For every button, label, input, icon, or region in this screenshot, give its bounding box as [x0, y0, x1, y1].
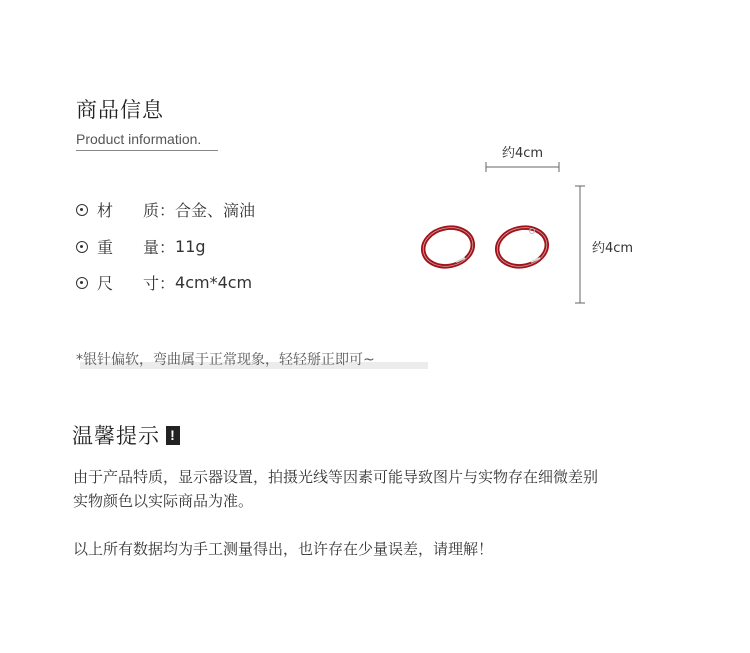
bullet-icon — [76, 241, 88, 253]
spec-value: 11g — [175, 237, 206, 256]
spec-key-colon: 量： — [143, 238, 176, 257]
exclamation-icon: ! — [166, 426, 180, 445]
section-subtitle: Product information. — [76, 131, 202, 147]
subtitle-underline — [76, 150, 218, 151]
tips-line-3: 以上所有数据均为手工测量得出，也许存在少量误差，请理解！ — [73, 540, 494, 558]
tips-line-1: 由于产品特质，显示器设置，拍摄光线等因素可能导致图片与实物存在细微差别 — [73, 468, 599, 486]
tips-line-2: 实物颜色以实际商品为准。 — [73, 492, 254, 510]
tips-title-text: 温馨提示 — [72, 424, 160, 448]
spec-key-char: 材 — [97, 201, 114, 220]
care-note: *银针偏软，弯曲属于正常现象，轻轻掰正即可~ — [76, 352, 375, 368]
bullet-icon — [76, 277, 88, 289]
spec-row-material — [76, 198, 255, 221]
spec-row-weight — [76, 235, 206, 258]
tips-title — [72, 420, 180, 450]
height-dimension-line — [575, 186, 585, 303]
right-hoop — [494, 223, 551, 271]
spec-key-char: 重 — [97, 238, 114, 257]
spec-value: 4cm*4cm — [175, 273, 253, 292]
spec-row-size — [76, 271, 252, 294]
bullet-icon — [76, 204, 88, 216]
spec-key-colon: 寸： — [143, 274, 176, 293]
width-label: 约4cm — [502, 146, 544, 161]
spec-key-colon: 质： — [143, 201, 176, 220]
width-dimension-line — [486, 162, 559, 172]
height-label: 约4cm — [592, 241, 634, 256]
spec-key-char: 尺 — [97, 274, 114, 293]
spec-value: 合金、滴油 — [175, 201, 256, 220]
section-title: 商品信息 — [76, 98, 164, 122]
left-hoop — [420, 223, 477, 271]
earring-illustration — [410, 155, 600, 310]
